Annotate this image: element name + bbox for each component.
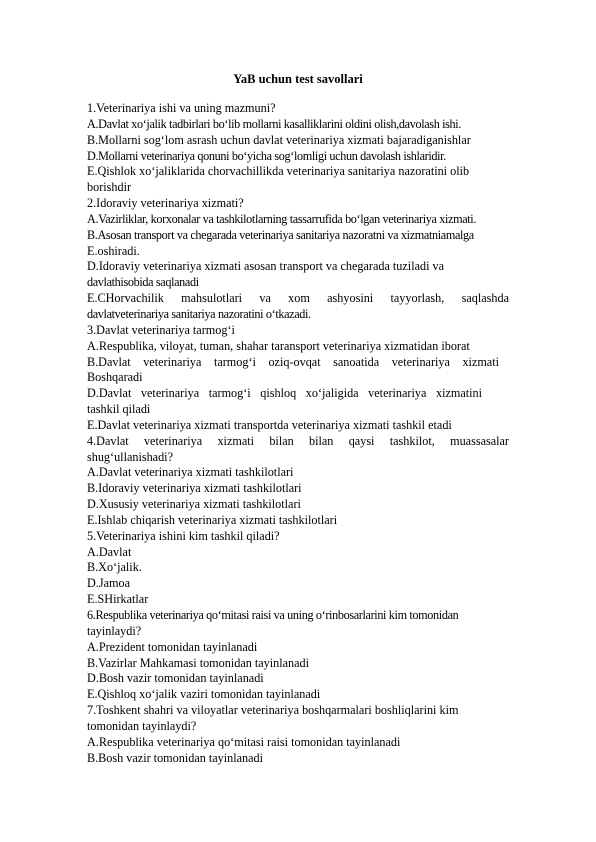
answer-line-continued: davlathisobida saqlanadi bbox=[87, 275, 199, 290]
question-6: 6.Respublika veterinariya qo‘mitasi raisi va uning o‘rinbosarlarini kim tomonidan bbox=[87, 608, 459, 622]
answer-line: E.Qishloq xo‘jalik vaziri tomonidan tayinlanadi bbox=[87, 687, 321, 702]
answer-line: E.SHirkatlar bbox=[87, 592, 149, 607]
answer-line-continued: davlatveterinariya sanitariya nazoratini o‘tkazadi. bbox=[87, 306, 311, 321]
question-6-continued: tayinlaydi? bbox=[87, 623, 142, 638]
answer-line: D.Idoraviy veterinariya xizmati asosan transport va chegarada tuziladi va bbox=[87, 259, 445, 274]
question-7-continued: tomonidan tayinlaydi? bbox=[87, 718, 197, 733]
question-list bbox=[87, 101, 509, 766]
answer-line: A.Respublika, viloyat, tuman, shahar taransport veterinariya xizmatidan iborat bbox=[87, 338, 470, 353]
answer-line: E.oshiradi. bbox=[87, 243, 140, 258]
answer-line: D.Bosh vazir tomonidan tayinlanadi bbox=[87, 671, 264, 686]
answer-line: E.Davlat veterinariya xizmati transportda veterinariya xizmati tashkil etadi bbox=[87, 417, 452, 432]
answer-line: A.Vazirliklar, korxonalar va tashkilotlarning tassarrufida bo‘lgan veterinariya xizmati. bbox=[87, 211, 477, 226]
answer-line: B.Xo‘jalik. bbox=[87, 560, 142, 575]
answer-line: A.Davlat veterinariya xizmati tashkilotlari bbox=[87, 465, 294, 480]
answer-line: B.Bosh vazir tomonidan tayinlanadi bbox=[87, 750, 264, 765]
answer-line: E.CHorvachilik mahsulotlari va xom ashyosini tayyorlash, saqlashda bbox=[87, 291, 509, 306]
answer-line: D.Jamoa bbox=[87, 576, 130, 591]
answer-line: E.Ishlab chiqarish veterinariya xizmati tashkilotlari bbox=[87, 512, 338, 527]
question-3: 3.Davlat veterinariya tarmog‘i bbox=[87, 322, 235, 337]
answer-line: A.Prezident tomonidan tayinlanadi bbox=[87, 639, 258, 654]
answer-line: D.Davlat veterinariya tarmog‘i qishloq xo‘jaligida veterinariya xizmatini bbox=[87, 386, 482, 401]
answer-line-continued: tashkil qiladi bbox=[87, 402, 151, 417]
answer-line: B.Asosan transport va chegarada veterinariya sanitariya nazoratni va xizmatniamalga bbox=[87, 227, 474, 242]
answer-line: B.Mollarni sog‘lom asrash uchun davlat veterinariya xizmati bajaradiganishlar bbox=[87, 132, 471, 147]
question-1: 1.Veterinariya ishi va uning mazmuni? bbox=[87, 101, 276, 115]
answer-line: E.Qishlok xo‘jaliklarida chorvachillikda veterinariya sanitariya nazoratini olib bbox=[87, 164, 470, 179]
question-4-continued: shug‘ullanishadi? bbox=[87, 449, 173, 464]
answer-line: B.Idoraviy veterinariya xizmati tashkilotlari bbox=[87, 481, 302, 496]
question-4: 4.Davlat veterinariya xizmati bilan bilan qaysi tashkilot, muassasalar bbox=[87, 433, 509, 448]
question-7: 7.Toshkent shahri va viloyatlar veterinariya boshqarmalari boshliqlarini kim bbox=[87, 703, 459, 718]
answer-line: A.Davlat xo‘jalik tadbirlari bo‘lib mollarni kasalliklarini oldini olish,davolash ishi. bbox=[87, 116, 462, 131]
page-title: YaB uchun test savollari bbox=[233, 72, 363, 86]
answer-line: A.Davlat bbox=[87, 544, 132, 559]
answer-line-continued: Boshqaradi bbox=[87, 370, 143, 385]
answer-line-continued: borishdir bbox=[87, 180, 132, 195]
answer-line: A.Respublika veterinariya qo‘mitasi raisi tomonidan tayinlanadi bbox=[87, 734, 401, 749]
answer-line: D.Xususiy veterinariya xizmati tashkilotlari bbox=[87, 497, 301, 512]
answer-line: B.Davlat veterinariya tarmog‘i oziq-ovqat sanoatida veterinariya xizmati bbox=[87, 354, 499, 369]
question-5: 5.Veterinariya ishini kim tashkil qiladi? bbox=[87, 528, 280, 543]
question-2: 2.Idoraviy veterinariya xizmati? bbox=[87, 196, 244, 211]
answer-line: D.Mollarni veterinariya qonuni bo‘yicha sog‘lomligi uchun davolash ishlaridir. bbox=[87, 148, 446, 163]
answer-line: B.Vazirlar Mahkamasi tomonidan tayinlanadi bbox=[87, 655, 310, 670]
